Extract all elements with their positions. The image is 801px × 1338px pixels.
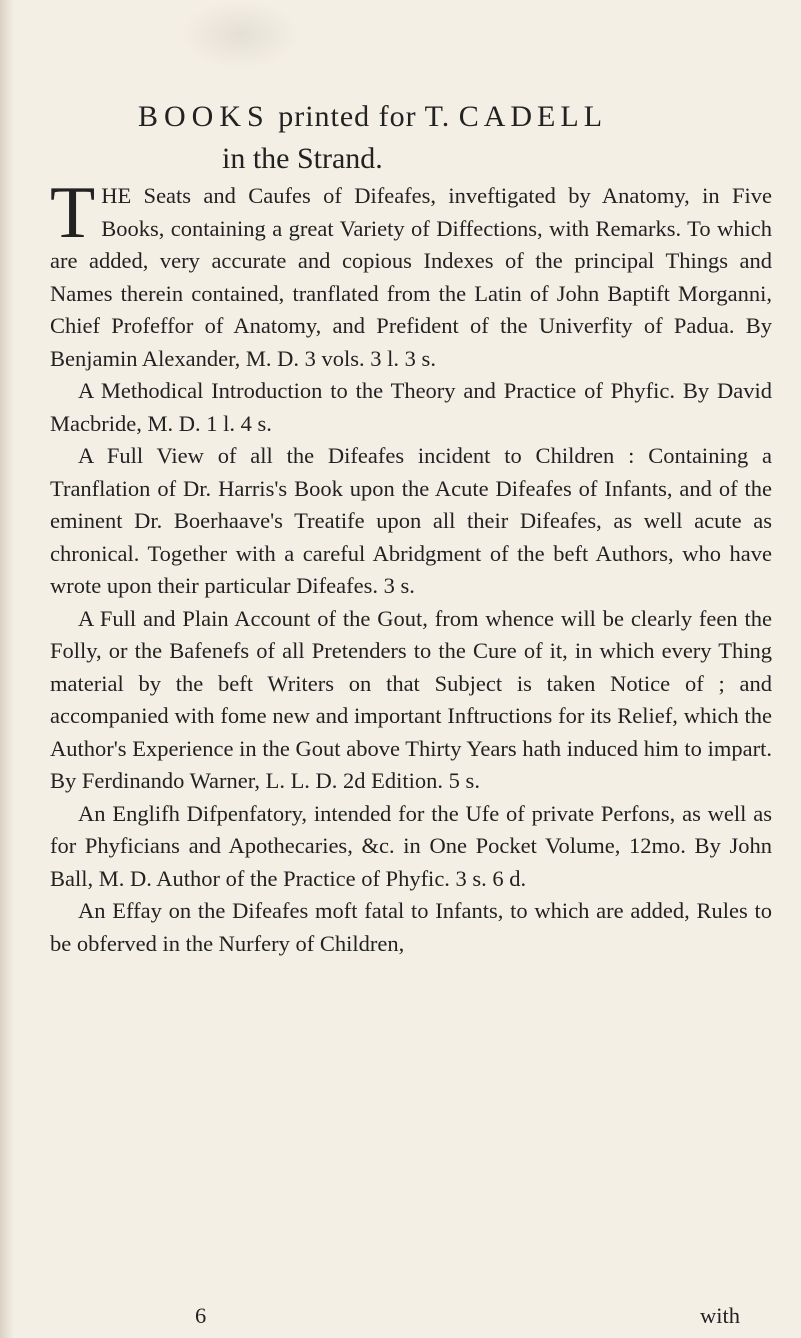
heading-printed-for: printed for T. xyxy=(278,100,451,133)
page-edge-shadow xyxy=(0,0,14,1338)
entry-text: An Effay on the Difeafes moft fatal to Infants, to which are added, Rules to be obferved in the Nurfery of Children, xyxy=(50,898,772,956)
book-entry xyxy=(50,375,772,440)
drop-cap: T xyxy=(50,172,96,254)
book-entry xyxy=(50,895,772,960)
entry-text: A Methodical Introduction to the Theory and Practice of Phyfic. By David Macbride, M. D. 1 l. 4 s. xyxy=(50,378,772,436)
heading-location: in the Strand. xyxy=(222,142,383,175)
book-list xyxy=(50,172,772,960)
page-footer xyxy=(0,1303,801,1333)
book-entry xyxy=(50,603,772,798)
heading-publisher: CADELL xyxy=(458,100,608,133)
heading-books: BOOKS xyxy=(138,100,270,133)
entry-text: An Englifh Difpenfatory, intended for the Ufe of private Perfons, as well as for Phyficians and Apothecaries, &c. in One Pocket Volume, 12mo. By John Ball, M. D. Author of the Practice of Phyfic. 3 s. 6 d. xyxy=(50,800,772,891)
book-entry xyxy=(50,798,772,896)
book-entry xyxy=(50,440,772,603)
page-heading xyxy=(138,100,698,134)
catchword: with xyxy=(700,1303,741,1328)
entry-text: A Full and Plain Account of the Gout, from whence will be clearly feen the Folly, or the Bafenefs of all Pretenders to the Cure of it, in which every Thing material by the beft Writers on that Subject is taken Notice of ; and accompanied with fome new and important Inftructions for its Relief, which the Author's Experience in the Gout above Thirty Years hath induced him to impart. By Ferdinando Warner, L. L. D. 2d Edition. 5 s. xyxy=(50,605,772,793)
paper-stain xyxy=(180,0,300,70)
signature-mark: 6 xyxy=(195,1303,207,1328)
entry-text: HE Seats and Caufes of Difeafes, inveftigated by Anatomy, in Five Books, containing a great Variety of Diffections, with Remarks. To which are added, very accurate and copious Indexes of the principal Things and Names therein contained, tranflated from the Latin of John Baptift Morganni, Chief Profeffor of Anatomy, and Prefident of the Univerfity of Padua. By Benjamin Alexander, M. D. 3 vols. 3 l. 3 s. xyxy=(50,183,772,371)
entry-text: A Full View of all the Difeafes incident to Children : Containing a Tranflation of Dr. Harris's Book upon the Acute Difeafes of Infants, and of the eminent Dr. Boerhaave's Treatife upon all their Difeafes, as well acute as chronical. Together with a careful Abridgment of the beft Authors, who have wrote upon their particular Difeafes. 3 s. xyxy=(50,443,772,598)
book-entry xyxy=(50,172,772,375)
